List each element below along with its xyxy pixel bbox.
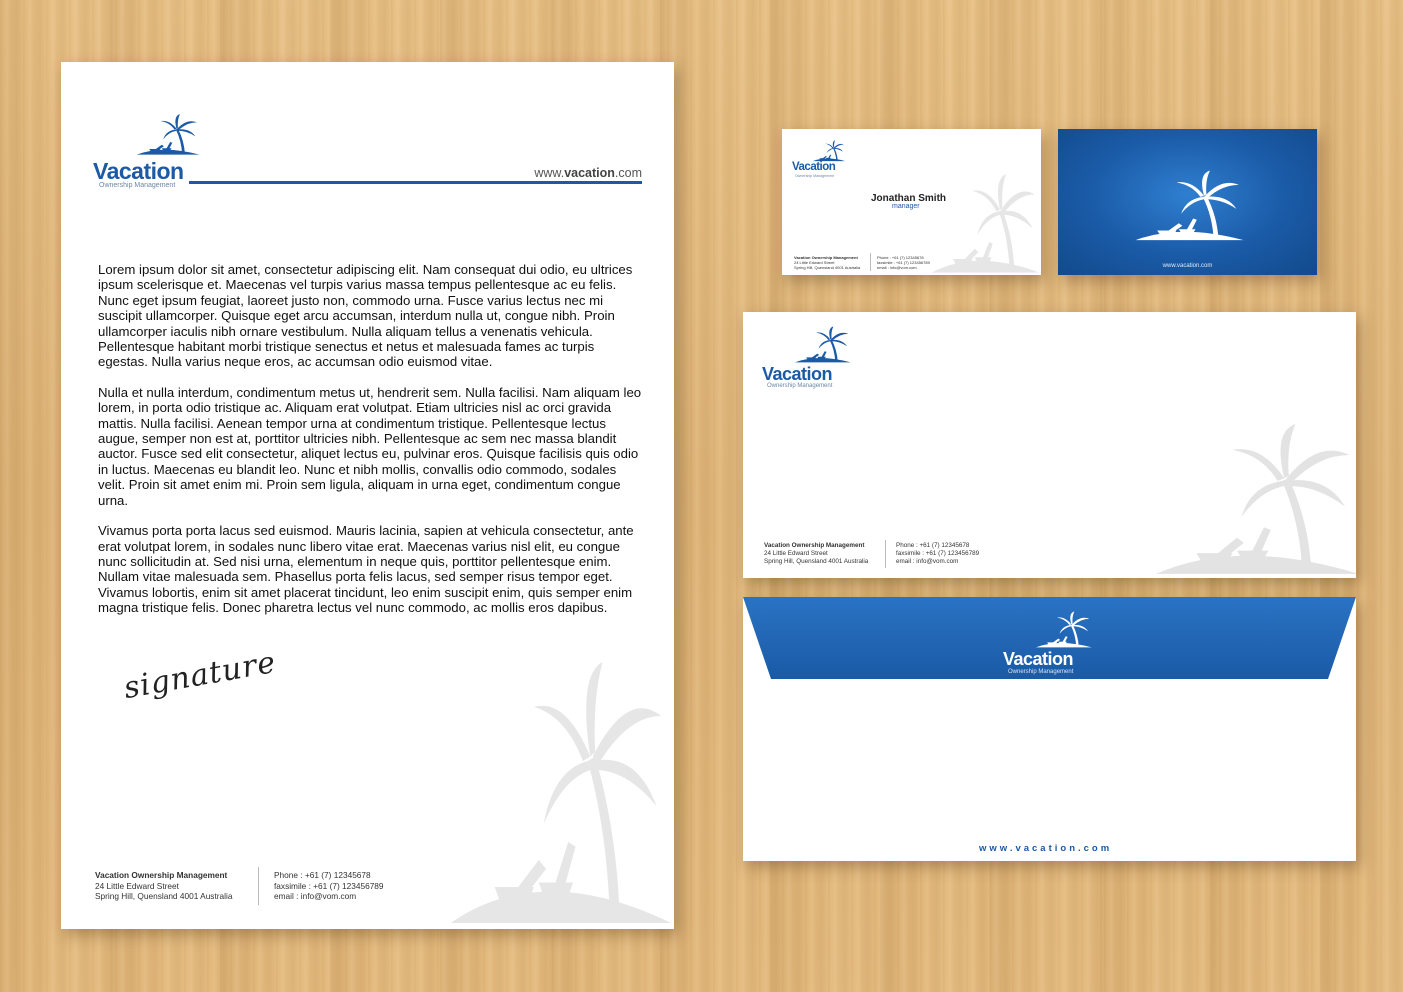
company-street: 24 Little Edward Street: [764, 550, 828, 557]
header-rule: [189, 181, 642, 184]
url-bold: vacation: [564, 166, 615, 180]
card-contact: [877, 255, 930, 270]
logo-tagline: Ownership Management: [1008, 669, 1074, 675]
company-city: Spring Hill, Quensland 4001 Australia: [764, 558, 869, 565]
slip-divider: [885, 540, 886, 568]
palm-watermark-icon: [431, 662, 674, 929]
palm-watermark-icon: [922, 174, 1041, 275]
card-address: [794, 255, 860, 270]
card-divider: [870, 253, 871, 271]
footer-address: [95, 870, 232, 902]
business-card-front: [782, 129, 1041, 275]
signature: signature: [121, 644, 279, 707]
logo-wordmark: Vacation: [762, 364, 833, 384]
card-logo: [792, 135, 852, 180]
company-street: 24 Little Edward Street: [794, 260, 835, 265]
header-url[interactable]: [534, 166, 642, 180]
contact-email: email : info@vom.com: [877, 265, 917, 270]
company-street: 24 Little Edward Street: [95, 880, 179, 891]
slip-logo: [762, 318, 862, 393]
company-city: Spring Hill, Quensland 4001 Australia: [95, 891, 233, 901]
paragraph: Nulla et nulla interdum, condimentum metus ut, hendrerit sem. Nulla facilisi. Nam aliquam leo lorem, in porta odio tristique ac. Aliquam erat volutpat. Etiam ultricies nisl ac orci gravida mattis. Nulla facilisi. Aenean tempor urna at condimentum tristique. Pellentesque lectus augue, semper non est at, porttitor ultricies nibh. Pellentesque ac sem nec massa blandit auctor. Fusce sed elit consectetur, aliquet lectus eu, pulvinar eros. Quisque facilisis quis odio in luctus. Maecenas eu blandit leo. Nunc et nibh mollis, convallis odio commodo, sodales velit. Proin sit amet enim mi. Proin sem ligula, aliquam in urna eget, condimentum congue urna.: [98, 384, 642, 508]
contact-fax: faxsimile : +61 (7) 123456789: [274, 880, 384, 891]
palm-logo-icon: [1031, 605, 1093, 655]
letter-body: [98, 262, 643, 631]
contact-email: email : info@vom.com: [896, 558, 959, 565]
company-name: Vacation Ownership Management: [794, 255, 858, 260]
slip-contact: [896, 542, 979, 566]
envelope: [743, 597, 1356, 861]
envelope-logo: [1003, 603, 1103, 678]
slip-address: [764, 542, 868, 566]
logo-wordmark: Vacation: [792, 161, 836, 173]
card-back-url: www.vacation.com: [1162, 263, 1213, 269]
logo-tagline: Ownership Management: [795, 174, 835, 178]
footer-contact: [274, 870, 384, 902]
card-person-name: Jonathan Smith: [871, 193, 947, 204]
contact-fax: faxsimile : +61 (7) 123456789: [877, 260, 930, 265]
envelope-url[interactable]: www.vacation.com: [979, 843, 1113, 854]
paragraph: Lorem ipsum dolor sit amet, consectetur adipiscing elit. Nam consequat dui odio, eu ultrices ipsum scelerisque et. Maecenas vel turpis varius massa tempus pellentesque ac eu felis. Nunc eget ipsum feugiat, laoreet justo non, commodo urna. Fusce varius lectus nec mi suscipit ullamcorper. Quisque eget arcu accumsan, interdum nulla ut, congue nibh. Proin ullamcorper iaculis nibh ornare vestibulum. Nulla aliquam tellus a venenatis vehicula. Pellentesque habitant morbi tristique senectus et netus et malesuada fames ac turpis egestas. Nulla varius neque eros, ac accumsan odio euismod vitae.: [98, 262, 633, 370]
contact-email[interactable]: email : info@vom.com: [274, 891, 357, 901]
contact-phone: Phone : +61 (7) 12345678: [877, 255, 924, 260]
palm-logo-icon: [131, 106, 201, 164]
letterhead-logo: [93, 102, 223, 187]
logo-tagline: Ownership Management: [767, 383, 833, 389]
contact-phone: Phone : +61 (7) 12345678: [896, 542, 970, 549]
contact-fax: faxsimile : +61 (7) 123456789: [896, 550, 980, 557]
company-city: Spring Hill, Quensland 4001 Australia: [794, 265, 861, 270]
contact-phone: Phone : +61 (7) 12345678: [274, 870, 371, 880]
url-prefix: www.: [534, 166, 565, 180]
logo-tagline: Ownership Management: [99, 182, 176, 189]
url-suffix: .com: [614, 166, 642, 180]
company-name: Vacation Ownership Management: [95, 870, 228, 880]
logo-wordmark: Vacation: [93, 158, 184, 184]
company-name: Vacation Ownership Management: [764, 542, 865, 549]
compliment-slip: [743, 312, 1356, 578]
business-card-back: [1058, 129, 1317, 275]
palm-watermark-icon: [1138, 424, 1356, 578]
footer-divider: [258, 867, 259, 905]
palm-logo-icon: [1126, 169, 1246, 244]
palm-logo-icon: [790, 320, 852, 370]
letterhead-page: [61, 62, 674, 929]
card-person-title: manager: [892, 203, 920, 210]
paragraph: Vivamus porta porta lacus sed euismod. Mauris lacinia, sapien at vehicula consectetur, ante erat volutpat lorem, in sodales nunc libero vitae erat. Maecenas varius nisl elit, eu congue nunc sollicitudin at. Sed nisi urna, elementum in neque quis, porttitor pellentesque enim. Nullam vitae malesuada sem. Phasellus porta felis lacus, sed semper risus tempor eget. Vivamus lobortis, enim sit amet placerat tincidunt, leo enim suscipit enim, quis semper enim magna tristique felis. Donec pharetra lectus vel nunc commodo, ac mollis eros dapibus.: [98, 523, 634, 616]
logo-wordmark: Vacation: [1003, 649, 1074, 669]
